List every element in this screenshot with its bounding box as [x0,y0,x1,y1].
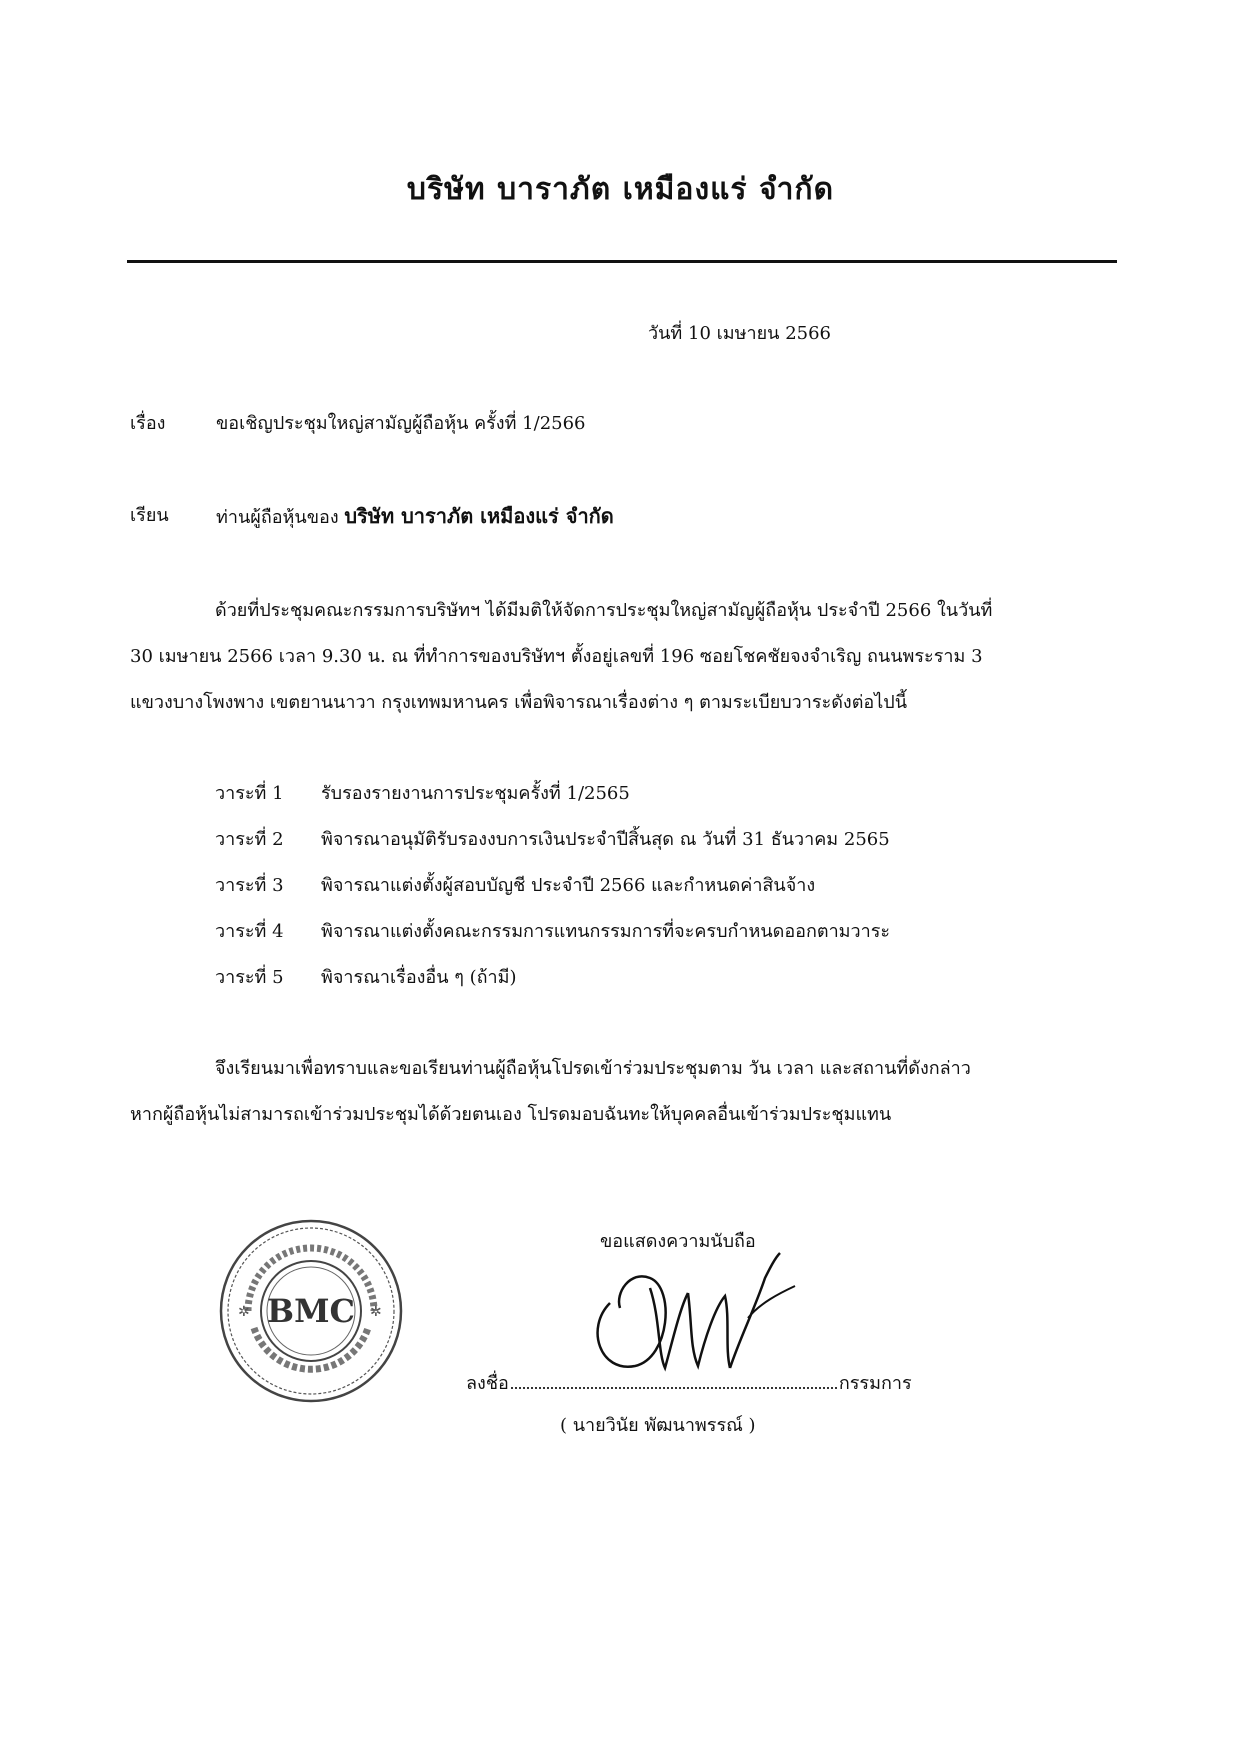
seal-center-text: BMC [267,1292,355,1330]
signature-icon [580,1248,800,1378]
sign-dots [511,1373,837,1389]
agenda-label: วาระที่ 5 [215,967,284,988]
title-rule [127,260,1117,263]
body-line-2: 30 เมษายน 2566 เวลา 9.30 น. ณ ที่ทำการของบริษัทฯ ตั้งอยู่เลขที่ 196 ซอยโชคชัยจงจำเริญ ถนนพระราม 3 [130,646,983,667]
agenda-text: พิจารณาอนุมัติรับรองงบการเงินประจำปีสิ้นสุด ณ วันที่ 31 ธันวาคม 2565 [321,829,890,850]
agenda-item-1 [215,778,630,807]
date-line: วันที่ 10 เมษายน 2566 [648,323,831,344]
agenda-item-2 [215,824,890,853]
agenda-text: รับรองรายงานการประชุมครั้งที่ 1/2565 [321,783,630,804]
recipient-text [216,500,614,532]
sign-suffix: กรรมการ [838,1373,912,1394]
closing-line-2: หากผู้ถือหุ้นไม่สามารถเข้าร่วมประชุมได้ด้วยตนเอง โปรดมอบฉันทะให้บุคคลอื่นเข้าร่วมประชุมแทน [130,1104,892,1125]
agenda-item-3 [215,870,815,899]
agenda-text: พิจารณาแต่งตั้งคณะกรรมการแทนกรรมการที่จะครบกำหนดออกตามวาระ [321,921,891,942]
agenda-item-4 [215,916,890,945]
regards-text: ขอแสดงความนับถือ [600,1231,756,1252]
signature-line [466,1368,912,1397]
svg-text:✲: ✲ [238,1304,250,1320]
agenda-item-5 [215,962,517,991]
agenda-label: วาระที่ 4 [215,921,284,942]
subject-text: ขอเชิญประชุมใหญ่สามัญผู้ถือหุ้น ครั้งที่ 1/2566 [216,413,586,434]
company-seal-icon [218,1218,404,1404]
body-line-3: แขวงบางโพงพาง เขตยานนาวา กรุงเทพมหานคร เพื่อพิจารณาเรื่องต่าง ๆ ตามระเบียบวาระดังต่อไปนี้ [130,692,907,713]
recipient-label: เรียน [130,505,169,526]
agenda-text: พิจารณาแต่งตั้งผู้สอบบัญชี ประจำปี 2566 และกำหนดค่าสินจ้าง [321,875,816,896]
agenda-text: พิจารณาเรื่องอื่น ๆ (ถ้ามี) [321,967,517,988]
signer-name: ( นายวินัย พัฒนาพรรณ์ ) [560,1415,756,1436]
svg-text:✲: ✲ [370,1304,382,1320]
body-line-1: ด้วยที่ประชุมคณะกรรมการบริษัทฯ ได้มีมติให้จัดการประชุมใหญ่สามัญผู้ถือหุ้น ประจำปี 2566 ในวันที่ [215,600,993,621]
agenda-label: วาระที่ 2 [215,829,284,850]
agenda-label: วาระที่ 1 [215,783,284,804]
sign-prefix: ลงชื่อ [466,1373,509,1394]
agenda-label: วาระที่ 3 [215,875,284,896]
page-title: บริษัท บาราภัต เหมืองแร่ จำกัด [406,172,835,207]
recipient-company: บริษัท บาราภัต เหมืองแร่ จำกัด [344,504,614,528]
recipient-prefix: ท่านผู้ถือหุ้นของ [216,507,339,528]
closing-line-1: จึงเรียนมาเพื่อทราบและขอเรียนท่านผู้ถือหุ้นโปรดเข้าร่วมประชุมตาม วัน เวลา และสถานที่ดังกล่าว [215,1058,971,1079]
subject-label: เรื่อง [130,413,166,434]
